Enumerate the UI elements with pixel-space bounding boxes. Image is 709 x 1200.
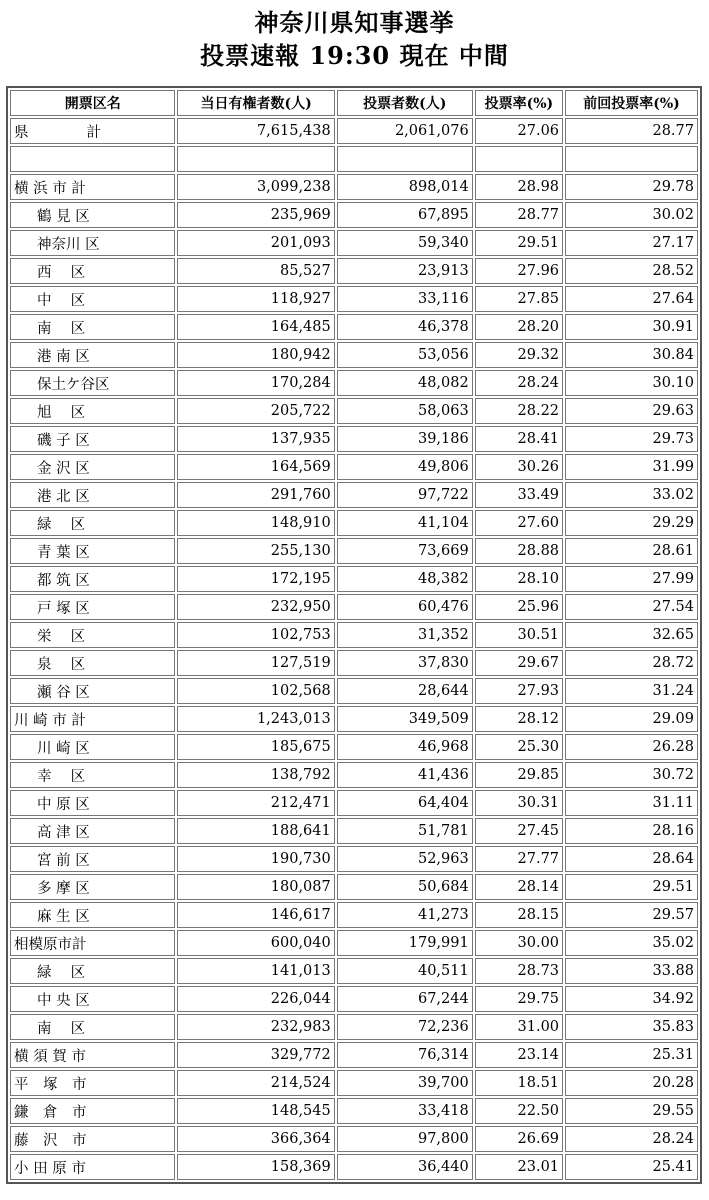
district-name-cell: 都 筑 区 [10, 566, 175, 592]
turnout-rate-cell: 27.85 [475, 286, 563, 312]
district-name-cell: 南 区 [10, 1014, 175, 1040]
previous-turnout-rate-cell: 30.91 [565, 314, 698, 340]
report-title: 神奈川県知事選挙 [254, 8, 455, 37]
district-name-cell: 多 摩 区 [10, 874, 175, 900]
registered-voters-cell: 291,760 [177, 482, 334, 508]
turnout-rate-cell: 18.51 [475, 1070, 563, 1096]
registered-voters-cell: 1,243,013 [177, 706, 334, 732]
turnout-rate-cell: 28.14 [475, 874, 563, 900]
district-name-cell: 川 崎 区 [10, 734, 175, 760]
previous-turnout-rate-cell: 32.65 [565, 622, 698, 648]
previous-turnout-rate-cell: 29.78 [565, 174, 698, 200]
table-row [10, 286, 698, 312]
district-name-cell: 平 塚 市 [10, 1070, 175, 1096]
previous-turnout-rate-cell: 27.54 [565, 594, 698, 620]
turnout-rate-cell: 27.93 [475, 678, 563, 704]
turnout-rate-cell: 28.12 [475, 706, 563, 732]
votes-cast-cell: 31,352 [337, 622, 473, 648]
table-row [10, 118, 698, 144]
previous-turnout-rate-cell: 30.72 [565, 762, 698, 788]
votes-cast-cell: 39,700 [337, 1070, 473, 1096]
votes-cast-cell: 73,669 [337, 538, 473, 564]
registered-voters-cell: 141,013 [177, 958, 334, 984]
table-row [10, 566, 698, 592]
previous-turnout-rate-cell: 29.73 [565, 426, 698, 452]
table-row [10, 930, 698, 956]
district-name-cell: 麻 生 区 [10, 902, 175, 928]
table-row [10, 258, 698, 284]
table-row [10, 986, 698, 1012]
votes-cast-cell: 898,014 [337, 174, 473, 200]
turnout-rate-cell: 29.75 [475, 986, 563, 1012]
district-name-cell: 高 津 区 [10, 818, 175, 844]
turnout-rate-cell: 28.73 [475, 958, 563, 984]
votes-cast-cell: 48,382 [337, 566, 473, 592]
previous-turnout-rate-cell: 28.77 [565, 118, 698, 144]
column-header-previous-turnout-rate: 前回投票率(%) [565, 90, 698, 116]
registered-voters-cell: 232,950 [177, 594, 334, 620]
previous-turnout-rate-cell: 28.52 [565, 258, 698, 284]
district-name-cell: 小 田 原 市 [10, 1154, 175, 1180]
registered-voters-cell: 148,545 [177, 1098, 334, 1124]
votes-cast-cell: 28,644 [337, 678, 473, 704]
votes-cast-cell: 59,340 [337, 230, 473, 256]
votes-cast-cell: 2,061,076 [337, 118, 473, 144]
table-row [10, 790, 698, 816]
registered-voters-cell: 205,722 [177, 398, 334, 424]
table-row [10, 1098, 698, 1124]
previous-turnout-rate-cell: 28.64 [565, 846, 698, 872]
column-header-turnout-rate: 投票率(%) [475, 90, 563, 116]
table-row [10, 510, 698, 536]
votes-cast-cell: 52,963 [337, 846, 473, 872]
votes-cast-cell: 51,781 [337, 818, 473, 844]
previous-turnout-rate-cell: 30.84 [565, 342, 698, 368]
turnout-rate-cell: 28.22 [475, 398, 563, 424]
votes-cast-cell: 49,806 [337, 454, 473, 480]
registered-voters-cell: 3,099,238 [177, 174, 334, 200]
district-name-cell: 南 区 [10, 314, 175, 340]
votes-cast-cell [337, 146, 473, 172]
turnout-rate-cell: 26.69 [475, 1126, 563, 1152]
votes-cast-cell: 40,511 [337, 958, 473, 984]
previous-turnout-rate-cell: 29.63 [565, 398, 698, 424]
previous-turnout-rate-cell [565, 146, 698, 172]
district-name-cell: 瀬 谷 区 [10, 678, 175, 704]
votes-cast-cell: 60,476 [337, 594, 473, 620]
table-row [10, 482, 698, 508]
registered-voters-cell: 190,730 [177, 846, 334, 872]
table-row [10, 1042, 698, 1068]
votes-cast-cell: 23,913 [337, 258, 473, 284]
district-name-cell: 戸 塚 区 [10, 594, 175, 620]
turnout-rate-cell [475, 146, 563, 172]
turnout-rate-cell: 31.00 [475, 1014, 563, 1040]
district-name-cell: 保土ケ谷区 [10, 370, 175, 396]
turnout-rate-cell: 23.01 [475, 1154, 563, 1180]
previous-turnout-rate-cell: 29.57 [565, 902, 698, 928]
previous-turnout-rate-cell: 33.88 [565, 958, 698, 984]
registered-voters-cell: 164,485 [177, 314, 334, 340]
votes-cast-cell: 41,104 [337, 510, 473, 536]
table-row [10, 762, 698, 788]
votes-cast-cell: 67,244 [337, 986, 473, 1012]
table-row [10, 874, 698, 900]
votes-cast-cell: 67,895 [337, 202, 473, 228]
turnout-rate-cell: 22.50 [475, 1098, 563, 1124]
registered-voters-cell: 188,641 [177, 818, 334, 844]
registered-voters-cell: 85,527 [177, 258, 334, 284]
previous-turnout-rate-cell: 29.55 [565, 1098, 698, 1124]
turnout-rate-cell: 28.20 [475, 314, 563, 340]
registered-voters-cell: 180,942 [177, 342, 334, 368]
district-name-cell: 泉 区 [10, 650, 175, 676]
registered-voters-cell: 329,772 [177, 1042, 334, 1068]
registered-voters-cell: 137,935 [177, 426, 334, 452]
column-header-votes-cast: 投票者数(人) [337, 90, 473, 116]
district-name-cell: 藤 沢 市 [10, 1126, 175, 1152]
district-name-cell: 港 北 区 [10, 482, 175, 508]
turnout-rate-cell: 23.14 [475, 1042, 563, 1068]
turnout-rate-cell: 29.51 [475, 230, 563, 256]
results-table [8, 88, 700, 1182]
table-row [10, 538, 698, 564]
column-header-registered-voters: 当日有権者数(人) [177, 90, 334, 116]
registered-voters-cell: 7,615,438 [177, 118, 334, 144]
registered-voters-cell [177, 146, 334, 172]
district-name-cell: 中 原 区 [10, 790, 175, 816]
registered-voters-cell: 214,524 [177, 1070, 334, 1096]
table-row [10, 426, 698, 452]
registered-voters-cell: 255,130 [177, 538, 334, 564]
district-name-cell: 西 区 [10, 258, 175, 284]
previous-turnout-rate-cell: 29.09 [565, 706, 698, 732]
district-name-cell: 横 浜 市 計 [10, 174, 175, 200]
votes-cast-cell: 33,116 [337, 286, 473, 312]
district-name-cell: 栄 区 [10, 622, 175, 648]
table-row [10, 1014, 698, 1040]
registered-voters-cell: 127,519 [177, 650, 334, 676]
registered-voters-cell: 146,617 [177, 902, 334, 928]
district-name-cell: 県 計 [10, 118, 175, 144]
votes-cast-cell: 41,273 [337, 902, 473, 928]
votes-cast-cell: 48,082 [337, 370, 473, 396]
registered-voters-cell: 164,569 [177, 454, 334, 480]
previous-turnout-rate-cell: 27.99 [565, 566, 698, 592]
table-row [10, 174, 698, 200]
district-name-cell: 緑 区 [10, 510, 175, 536]
registered-voters-cell: 201,093 [177, 230, 334, 256]
turnout-rate-cell: 27.45 [475, 818, 563, 844]
column-header-district: 開票区名 [10, 90, 175, 116]
registered-voters-cell: 172,195 [177, 566, 334, 592]
table-row [10, 734, 698, 760]
registered-voters-cell: 180,087 [177, 874, 334, 900]
registered-voters-cell: 102,753 [177, 622, 334, 648]
votes-cast-cell: 46,378 [337, 314, 473, 340]
registered-voters-cell: 148,910 [177, 510, 334, 536]
registered-voters-cell: 118,927 [177, 286, 334, 312]
previous-turnout-rate-cell: 29.51 [565, 874, 698, 900]
district-name-cell: 相模原市計 [10, 930, 175, 956]
votes-cast-cell: 36,440 [337, 1154, 473, 1180]
previous-turnout-rate-cell: 20.28 [565, 1070, 698, 1096]
registered-voters-cell: 600,040 [177, 930, 334, 956]
turnout-rate-cell: 28.10 [475, 566, 563, 592]
table-row [10, 1154, 698, 1180]
turnout-rate-cell: 25.96 [475, 594, 563, 620]
turnout-rate-cell: 30.00 [475, 930, 563, 956]
turnout-rate-cell: 28.24 [475, 370, 563, 396]
registered-voters-cell: 212,471 [177, 790, 334, 816]
registered-voters-cell: 138,792 [177, 762, 334, 788]
district-name-cell: 港 南 区 [10, 342, 175, 368]
previous-turnout-rate-cell: 27.17 [565, 230, 698, 256]
previous-turnout-rate-cell: 31.24 [565, 678, 698, 704]
results-table-frame [6, 86, 702, 1184]
previous-turnout-rate-cell: 31.99 [565, 454, 698, 480]
turnout-rate-cell: 27.96 [475, 258, 563, 284]
turnout-rate-cell: 29.67 [475, 650, 563, 676]
votes-cast-cell: 50,684 [337, 874, 473, 900]
table-row [10, 146, 698, 172]
table-row [10, 958, 698, 984]
previous-turnout-rate-cell: 26.28 [565, 734, 698, 760]
votes-cast-cell: 64,404 [337, 790, 473, 816]
previous-turnout-rate-cell: 27.64 [565, 286, 698, 312]
district-name-cell: 旭 区 [10, 398, 175, 424]
table-row [10, 1126, 698, 1152]
district-name-cell: 青 葉 区 [10, 538, 175, 564]
table-row [10, 230, 698, 256]
table-row [10, 314, 698, 340]
votes-cast-cell: 97,722 [337, 482, 473, 508]
table-row [10, 1070, 698, 1096]
report-subtitle: 投票速報 19:30 現在 中間 [200, 41, 509, 70]
table-row [10, 398, 698, 424]
votes-cast-cell: 46,968 [337, 734, 473, 760]
registered-voters-cell: 158,369 [177, 1154, 334, 1180]
turnout-rate-cell: 30.51 [475, 622, 563, 648]
turnout-rate-cell: 28.15 [475, 902, 563, 928]
turnout-rate-cell: 29.85 [475, 762, 563, 788]
previous-turnout-rate-cell: 28.72 [565, 650, 698, 676]
turnout-rate-cell: 27.77 [475, 846, 563, 872]
turnout-rate-cell: 28.98 [475, 174, 563, 200]
table-row [10, 454, 698, 480]
votes-cast-cell: 179,991 [337, 930, 473, 956]
turnout-rate-cell: 25.30 [475, 734, 563, 760]
table-row [10, 650, 698, 676]
votes-cast-cell: 349,509 [337, 706, 473, 732]
previous-turnout-rate-cell: 35.02 [565, 930, 698, 956]
registered-voters-cell: 235,969 [177, 202, 334, 228]
table-row [10, 678, 698, 704]
registered-voters-cell: 232,983 [177, 1014, 334, 1040]
table-row [10, 818, 698, 844]
previous-turnout-rate-cell: 35.83 [565, 1014, 698, 1040]
previous-turnout-rate-cell: 28.24 [565, 1126, 698, 1152]
turnout-rate-cell: 27.06 [475, 118, 563, 144]
table-body [10, 118, 698, 1180]
turnout-rate-cell: 30.31 [475, 790, 563, 816]
district-name-cell: 緑 区 [10, 958, 175, 984]
district-name-cell: 中 央 区 [10, 986, 175, 1012]
votes-cast-cell: 97,800 [337, 1126, 473, 1152]
votes-cast-cell: 37,830 [337, 650, 473, 676]
table-row [10, 594, 698, 620]
table-row [10, 202, 698, 228]
previous-turnout-rate-cell: 30.10 [565, 370, 698, 396]
report-header [0, 0, 709, 80]
previous-turnout-rate-cell: 30.02 [565, 202, 698, 228]
district-name-cell: 幸 区 [10, 762, 175, 788]
turnout-rate-cell: 33.49 [475, 482, 563, 508]
table-header-row [10, 90, 698, 116]
previous-turnout-rate-cell: 33.02 [565, 482, 698, 508]
table-row [10, 902, 698, 928]
registered-voters-cell: 226,044 [177, 986, 334, 1012]
registered-voters-cell: 102,568 [177, 678, 334, 704]
district-name-cell: 中 区 [10, 286, 175, 312]
district-name-cell [10, 146, 175, 172]
turnout-rate-cell: 29.32 [475, 342, 563, 368]
turnout-rate-cell: 28.77 [475, 202, 563, 228]
district-name-cell: 川 崎 市 計 [10, 706, 175, 732]
previous-turnout-rate-cell: 29.29 [565, 510, 698, 536]
votes-cast-cell: 76,314 [337, 1042, 473, 1068]
district-name-cell: 横 須 賀 市 [10, 1042, 175, 1068]
previous-turnout-rate-cell: 28.16 [565, 818, 698, 844]
turnout-rate-cell: 30.26 [475, 454, 563, 480]
table-row [10, 706, 698, 732]
registered-voters-cell: 185,675 [177, 734, 334, 760]
votes-cast-cell: 33,418 [337, 1098, 473, 1124]
previous-turnout-rate-cell: 28.61 [565, 538, 698, 564]
turnout-rate-cell: 27.60 [475, 510, 563, 536]
registered-voters-cell: 366,364 [177, 1126, 334, 1152]
previous-turnout-rate-cell: 25.41 [565, 1154, 698, 1180]
registered-voters-cell: 170,284 [177, 370, 334, 396]
previous-turnout-rate-cell: 34.92 [565, 986, 698, 1012]
turnout-rate-cell: 28.41 [475, 426, 563, 452]
district-name-cell: 鎌 倉 市 [10, 1098, 175, 1124]
votes-cast-cell: 58,063 [337, 398, 473, 424]
votes-cast-cell: 41,436 [337, 762, 473, 788]
turnout-rate-cell: 28.88 [475, 538, 563, 564]
table-row [10, 370, 698, 396]
votes-cast-cell: 53,056 [337, 342, 473, 368]
table-row [10, 342, 698, 368]
district-name-cell: 磯 子 区 [10, 426, 175, 452]
district-name-cell: 鶴 見 区 [10, 202, 175, 228]
previous-turnout-rate-cell: 25.31 [565, 1042, 698, 1068]
previous-turnout-rate-cell: 31.11 [565, 790, 698, 816]
district-name-cell: 神奈川 区 [10, 230, 175, 256]
votes-cast-cell: 39,186 [337, 426, 473, 452]
district-name-cell: 金 沢 区 [10, 454, 175, 480]
table-row [10, 622, 698, 648]
table-row [10, 846, 698, 872]
district-name-cell: 宮 前 区 [10, 846, 175, 872]
votes-cast-cell: 72,236 [337, 1014, 473, 1040]
